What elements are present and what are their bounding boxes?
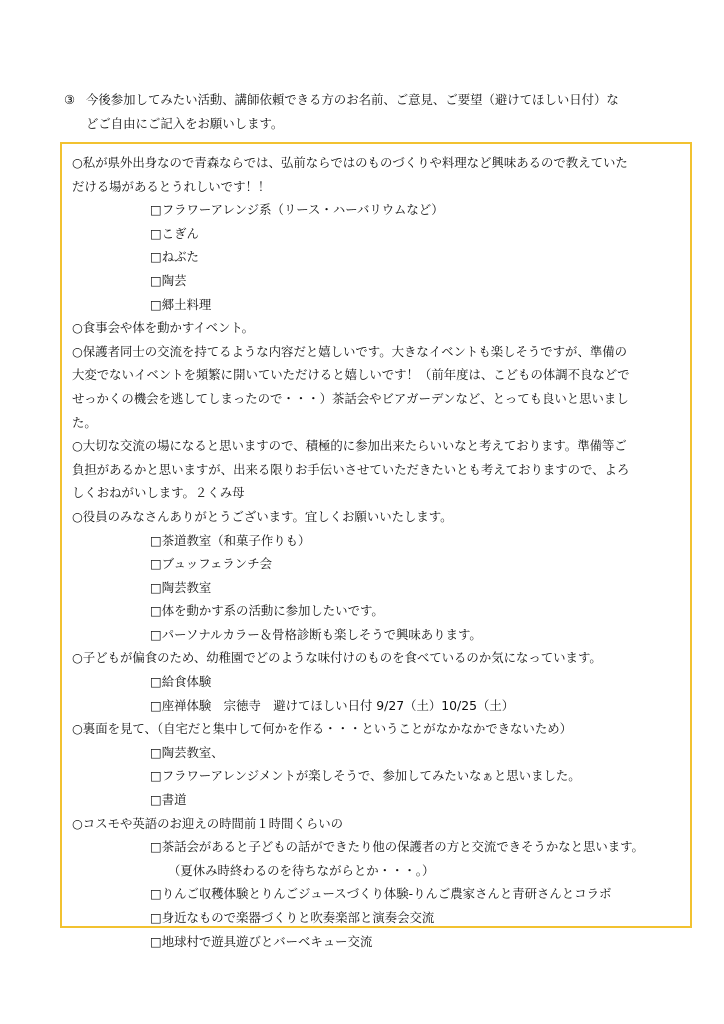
answer-checklist-item: □りんご収穫体験とりんごジュースづくり体験-りんご農家さんと青研さんとコラボ [150,886,612,902]
answer-checklist-item: □フラワーアレンジ系（リース・ハーバリウムなど） [150,202,444,218]
question-line-1 [64,88,674,112]
answer-checklist-item: □フラワーアレンジメントが楽しそうで、参加してみたいなぁと思いました。 [150,768,581,784]
answer-line: だける場があるとうれしいです！！ [72,178,271,194]
answer-checklist-item: □給食体験 [150,674,212,690]
answer-checklist-item: □パーソナルカラー＆骨格診断も楽しそうで興味あります。 [150,626,482,642]
answer-line: ○大切な交流の場になると思いますので、積極的に参加出来たらいいなと考えております。準備等ご [72,438,627,454]
answer-checklist-item: （夏休み時終わるのを待ちながらとか・・・。） [168,862,435,878]
answer-checklist-item: □こぎん [150,225,199,241]
answer-line: ○保護者同士の交流を持てるような内容だと嬉しいです。大きなイベントも楽しそうですが、準備の [72,343,628,359]
answer-checklist-item: □陶芸 [150,272,187,288]
answer-box [60,142,692,949]
question-text-1: 今後参加してみたい活動、講師依頼できる方のお名前、ご意見、ご要望（避けてほしい日付）な [86,92,619,107]
answer-checklist-item: □身近なもので楽器づくりと吹奏楽部と演奏会交流 [150,910,435,925]
answer-line: 大変でないイベントを頻繁に開いていただけると嬉しいです！（前年度は、こどもの体調不良などで [72,367,630,383]
answer-line: ○コスモや英語のお迎えの時間前１時間くらいの [72,815,344,831]
answer-line: ○私が県外出身なので青森ならでは、弘前ならではのものづくりや料理など興味あるので教えていた [72,155,628,170]
answer-checklist-item: □ブュッフェランチ会 [150,556,272,572]
answer-line: た。 [72,414,97,430]
answer-checklist-item: □地球村で遊具遊びとバーベキュー交流 [150,933,373,949]
answer-line: 負担があるかと思いますが、出来る限りお手伝いさせていただきたいとも考えておりますので、よろ [72,461,630,477]
answer-checklist-item: □陶芸教室、 [150,744,224,760]
answer-line: ○食事会や体を動かすイベント。 [72,320,255,336]
answer-line: ○子どもが偏食のため、幼稚園でどのような味付けのものを食べているのか気になっています。 [72,650,602,666]
question-number: ③ [64,92,76,107]
answer-checklist-item: □体を動かす系の活動に参加したいです。 [150,603,384,619]
answer-checklist-item: □座禅体験 宗徳寺 避けてほしい日付 9/27（土）10/25（土） [150,697,515,713]
answer-checklist-item: □郷土料理 [150,296,212,312]
answer-checklist-item: □ねぶた [150,249,199,265]
answer-line: ○役員のみなさんありがとうございます。宜しくお願いいたします。 [72,508,453,524]
answer-line: しくおねがいします。２くみ母 [72,485,245,501]
answer-checklist-item: □陶芸教室 [150,579,212,595]
answer-checklist-item: □茶話会があると子どもの話ができたり他の保護者の方と交流できそうかなと思います。 [150,839,644,855]
answer-line: ○裏面を見て、（自宅だと集中して何かを作る・・・ということがなかなかできないため） [72,721,572,737]
question-line-2: どご自由にご記入をお願いします。 [86,116,284,131]
answer-line: せっかくの機会を逃してしまったので・・・）茶話会やビアガーデンなど、とっても良いと思いまし [72,390,629,406]
question-block [64,88,674,136]
answer-checklist-item: □茶道教室（和菓子作りも） [150,532,311,548]
answer-checklist-item: □書道 [150,792,187,808]
